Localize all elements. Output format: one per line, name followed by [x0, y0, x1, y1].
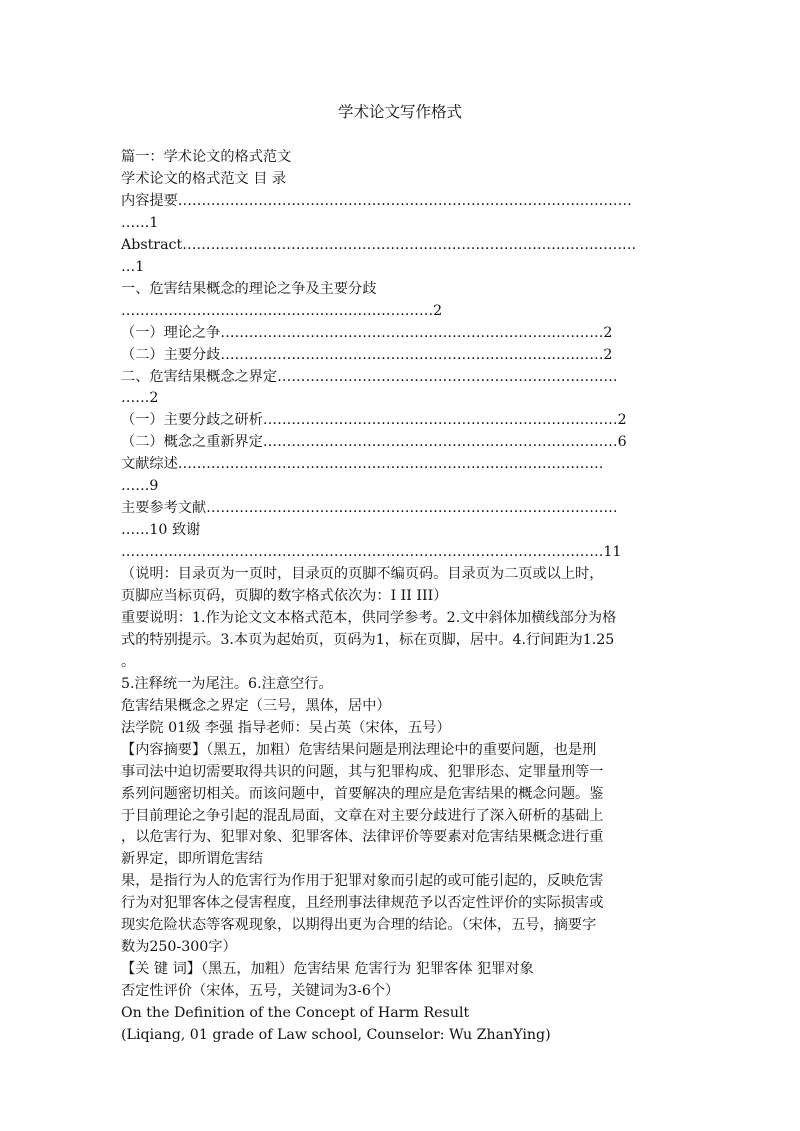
text-line: 危害结果概念之界定（三号，黑体，居中） — [121, 697, 391, 714]
text-line: 。 — [121, 653, 136, 670]
text-line: …………………………………………………………2 — [121, 302, 443, 319]
text-line: ……10 致谢 — [121, 522, 201, 539]
text-line: 重要说明：1.作为论文文本格式范本，供同学参考。2.文中斜体加横线部分为格 — [121, 610, 617, 626]
text-line: 5.注释统一为尾注。6.注意空行。 — [121, 675, 333, 692]
text-line: 事司法中迫切需要取得共识的问题，其与犯罪构成、犯罪形态、定罪量刑等一 — [121, 763, 604, 780]
text-line: 二、危害结果概念之界定……………………………………………………………… — [121, 368, 618, 385]
text-line: On the Definition of the Concept of Harm Result — [121, 1005, 470, 1021]
text-line: 页脚应当标页码，页脚的数字格式依次为：I II III） — [121, 588, 448, 604]
text-line: （二）概念之重新界定…………………………………………………………………6 — [121, 434, 627, 451]
text-line: ……2 — [121, 390, 159, 407]
text-line: (Liqiang, 01 grade of Law school, Counselor: Wu ZhanYing) — [121, 1027, 551, 1043]
text-line: 新界定，即所谓危害结 — [121, 851, 263, 868]
text-line: 否定性评价（宋体，五号，关键词为3-6个） — [121, 983, 400, 1000]
text-line: 【关 键 词】（黑五，加粗）危害结果 危害行为 犯罪客体 犯罪对象 — [121, 961, 534, 978]
text-line: ……9 — [121, 478, 159, 495]
text-line: ……1 — [121, 214, 159, 231]
text-line: 主要参考文献…………………………………………………………………………… — [121, 500, 618, 517]
text-line: …………………………………………………………………………………………11 — [121, 544, 622, 561]
text-line: 文献综述……………………………………………………………………………… — [121, 456, 604, 473]
text-line: Abstract…………………………………………………………………………………… — [121, 236, 637, 253]
text-line: 内容提要…………………………………………………………………………………… — [121, 192, 632, 209]
document-title: 学术论文写作格式 — [337, 103, 462, 121]
text-line: （一）主要分歧之研析…………………………………………………………………2 — [121, 412, 627, 429]
text-line: 篇一：学术论文的格式范文 — [121, 149, 292, 165]
text-line: 果，是指行为人的危害行为作用于犯罪对象而引起的或可能引起的，反映危害 — [121, 873, 604, 890]
text-line: 数为250-300字） — [121, 939, 237, 956]
text-line: 【内容摘要】（黑五，加粗）危害结果问题是刑法理论中的重要问题，也是刑 — [121, 741, 597, 758]
text-line: 行为对犯罪客体之侵害程度，且经刑事法律规范予以否定性评价的实际损害或 — [121, 895, 604, 912]
text-line: 系列问题密切相关。而该问题中，首要解决的理应是危害结果的概念问题。鉴 — [121, 785, 604, 802]
text-line: （一）理论之争………………………………………………………………………2 — [121, 324, 613, 341]
text-line: 学术论文的格式范文 目 录 — [121, 170, 287, 187]
text-line: …1 — [121, 258, 145, 275]
text-line: 现实危险状态等客观现象，以期得出更为合理的结论。（宋体，五号，摘要字 — [121, 917, 597, 934]
text-line: 于目前理论之争引起的混乱局面，文章在对主要分歧进行了深入研析的基础上 — [121, 807, 604, 824]
text-line: 式的特别提示。3.本页为起始页，页码为1，标在页脚，居中。4.行间距为1.25 — [121, 631, 615, 648]
text-line: 法学院 01级 李强 指导老师：吴占英（宋体，五号） — [121, 719, 451, 736]
text-line: 一、危害结果概念的理论之争及主要分歧 — [121, 280, 377, 297]
text-line: （二）主要分歧………………………………………………………………………2 — [121, 346, 613, 363]
text-line: （说明：目录页为一页时，目录页的页脚不编页码。目录页为二页或以上时， — [121, 566, 604, 582]
text-line: ，以危害行为、犯罪对象、犯罪客体、法律评价等要素对危害结果概念进行重 — [121, 829, 604, 846]
